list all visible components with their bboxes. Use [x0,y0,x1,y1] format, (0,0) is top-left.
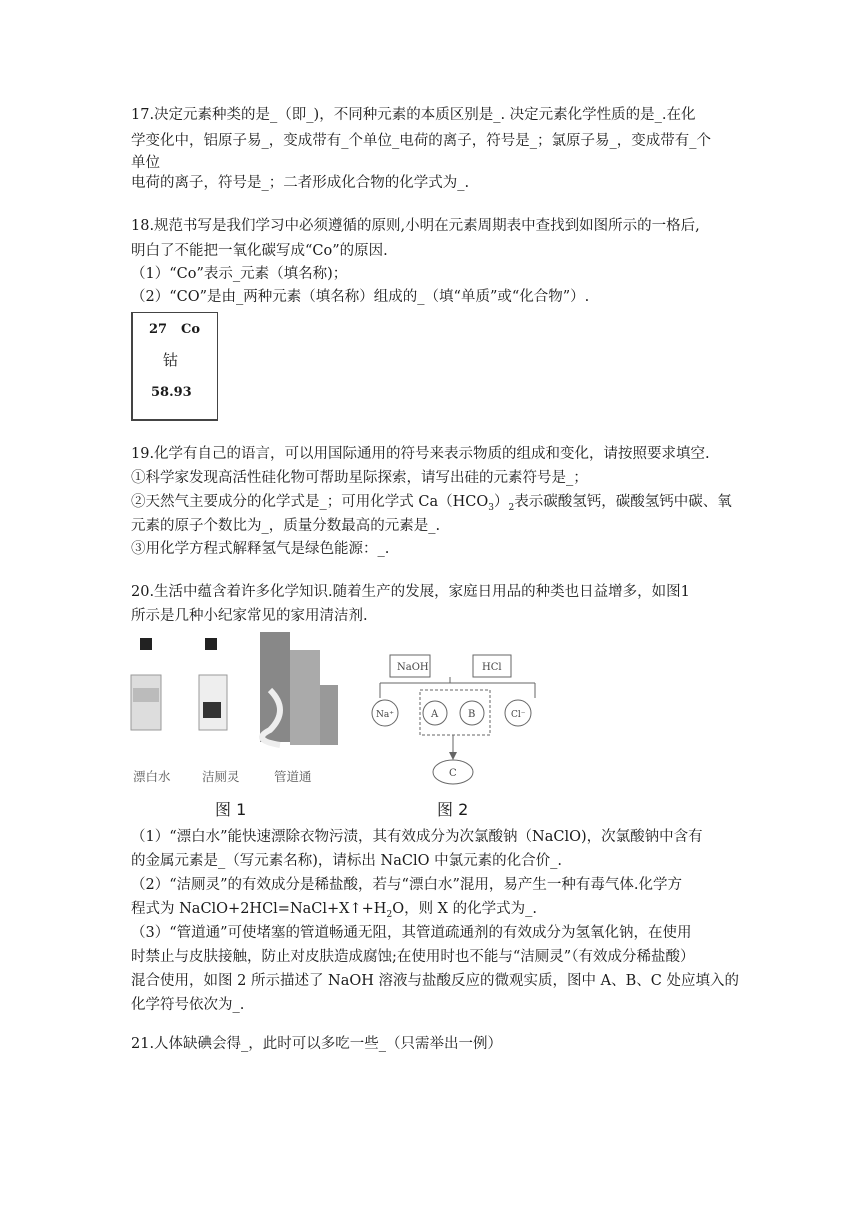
product-label-bleach: 漂白水 [133,769,171,784]
q20-line-2: 所示是几种小纪家常见的家用清洁剂. [131,608,368,624]
element-name: 钴 [163,351,179,369]
q18-line-2: 明白了不能把一氧化碳写成“Co”的原因. [131,243,388,259]
element-symbol: Co [181,322,201,337]
q20-p1-line-1: （1）“漂白水”能快速漂除衣物污渍，其有效成分为次氯酸钠（NaClO)，次氯酸钠中含有 [131,829,703,845]
figure-1-products [125,630,355,770]
figure-2-caption: 图 2 [437,800,469,819]
q19-line-4: 元素的原子个数比为_，质量分数最高的元素是_. [131,518,441,534]
q20-p2-line-2-a: 程式为 NaClO+2HCl=NaCl+X↑+H [131,901,387,917]
label-b: B [468,709,476,720]
product-label-pipe-cleaner: 管道通 [274,769,312,784]
element-card-cobalt [131,312,218,421]
q20-p3-line-1: （3）“管道通”可使堵塞的管道畅通无阻，其管道疏通剂的有效成分为氢氧化钠，在使用 [131,925,692,941]
q18-line-4: （2）“CO”是由_两种元素（填名称）组成的_（填“单质”或“化合物”）. [131,289,590,305]
label-na: Na⁺ [376,710,394,720]
q17-line-3: 单位 [131,155,160,171]
q17-line-2: 学变化中，铝原子易_，变成带有_个单位_电荷的离子，符号是_；氯原子易_，变成带有_个 [131,133,711,149]
q19-line-5: ③用化学方程式解释氢气是绿色能源：_. [131,541,390,557]
q19-line-3-a: ②天然气主要成分的化学式是_；可用化学式 Ca（HCO [131,494,489,510]
q19-line-1: 19.化学有自己的语言，可以用国际通用的符号来表示物质的组成和变化，请按照要求填空. [131,446,710,462]
q20-p1-line-2: 的金属元素是_（写元素名称)，请标出 NaClO 中氯元素的化合价_. [131,853,562,869]
q18-line-3: （1）“Co”表示_元素（填名称)； [131,266,348,282]
figure-2-reaction-diagram [365,650,555,790]
q20-p2-line-1: （2）“洁厕灵”的有效成分是稀盐酸，若与“漂白水”混用，易产生一种有毒气体.化学方 [131,877,682,893]
element-mass: 58.93 [151,385,192,400]
q20-p3-line-2: 时禁止与皮肤接触，防止对皮肤造成腐蚀;在使用时也不能与“洁厕灵”（有效成分稀盐酸） [131,949,695,965]
q19-sub-3: 3 [488,502,494,513]
q19-line-3-b: ） [493,494,509,510]
toilet-cleaner-icon [199,638,227,730]
q19-line-3-c: 表示碳酸氢钙，碳酸氢钙中碳、氧 [514,494,732,510]
q18-line-1: 18.规范书写是我们学习中必须遵循的原则,小明在元素周期表中查找到如图所示的一格后, [131,218,700,234]
q19-sub-2: 2 [508,502,515,513]
element-number: 27 [149,322,168,337]
q20-p2-sub: 2 [386,909,393,920]
q17-line-1: 17.决定元素种类的是_（即_)，不同种元素的本质区别是_. 决定元素化学性质的是_.在化 [131,107,696,123]
q20-p2-line-2-b: O，则 X 的化学式为_. [392,901,537,917]
bleach-bottle-icon [131,638,161,730]
label-a: A [431,709,439,720]
q21-line-1: 21.人体缺碘会得_，此时可以多吃一些_（只需举出一例） [131,1036,503,1052]
label-hcl: HCl [482,662,502,673]
q20-p3-line-4: 化学符号依次为_. [131,997,245,1013]
label-c: C [449,768,457,779]
q17-line-4: 电荷的离子，符号是_；二者形成化合物的化学式为_. [131,175,470,191]
product-label-toilet-cleaner: 洁厕灵 [202,769,240,784]
q19-line-2: ①科学家发现高活性硅化物可帮助星际探索，请写出硅的元素符号是_； [131,470,588,486]
label-naoh: NaOH [397,662,429,673]
q20-line-1: 20.生活中蕴含着许多化学知识.随着生产的发展，家庭日用品的种类也日益增多，如图1 [131,584,690,600]
figure-1-caption: 图 1 [215,800,247,819]
q20-p3-line-3: 混合使用，如图 2 所示描述了 NaOH 溶液与盐酸反应的微观实质，图中 A、B、C 处应填入的 [131,973,739,989]
label-cl: Cl⁻ [511,710,526,720]
pipe-cleaner-icon [260,632,338,745]
